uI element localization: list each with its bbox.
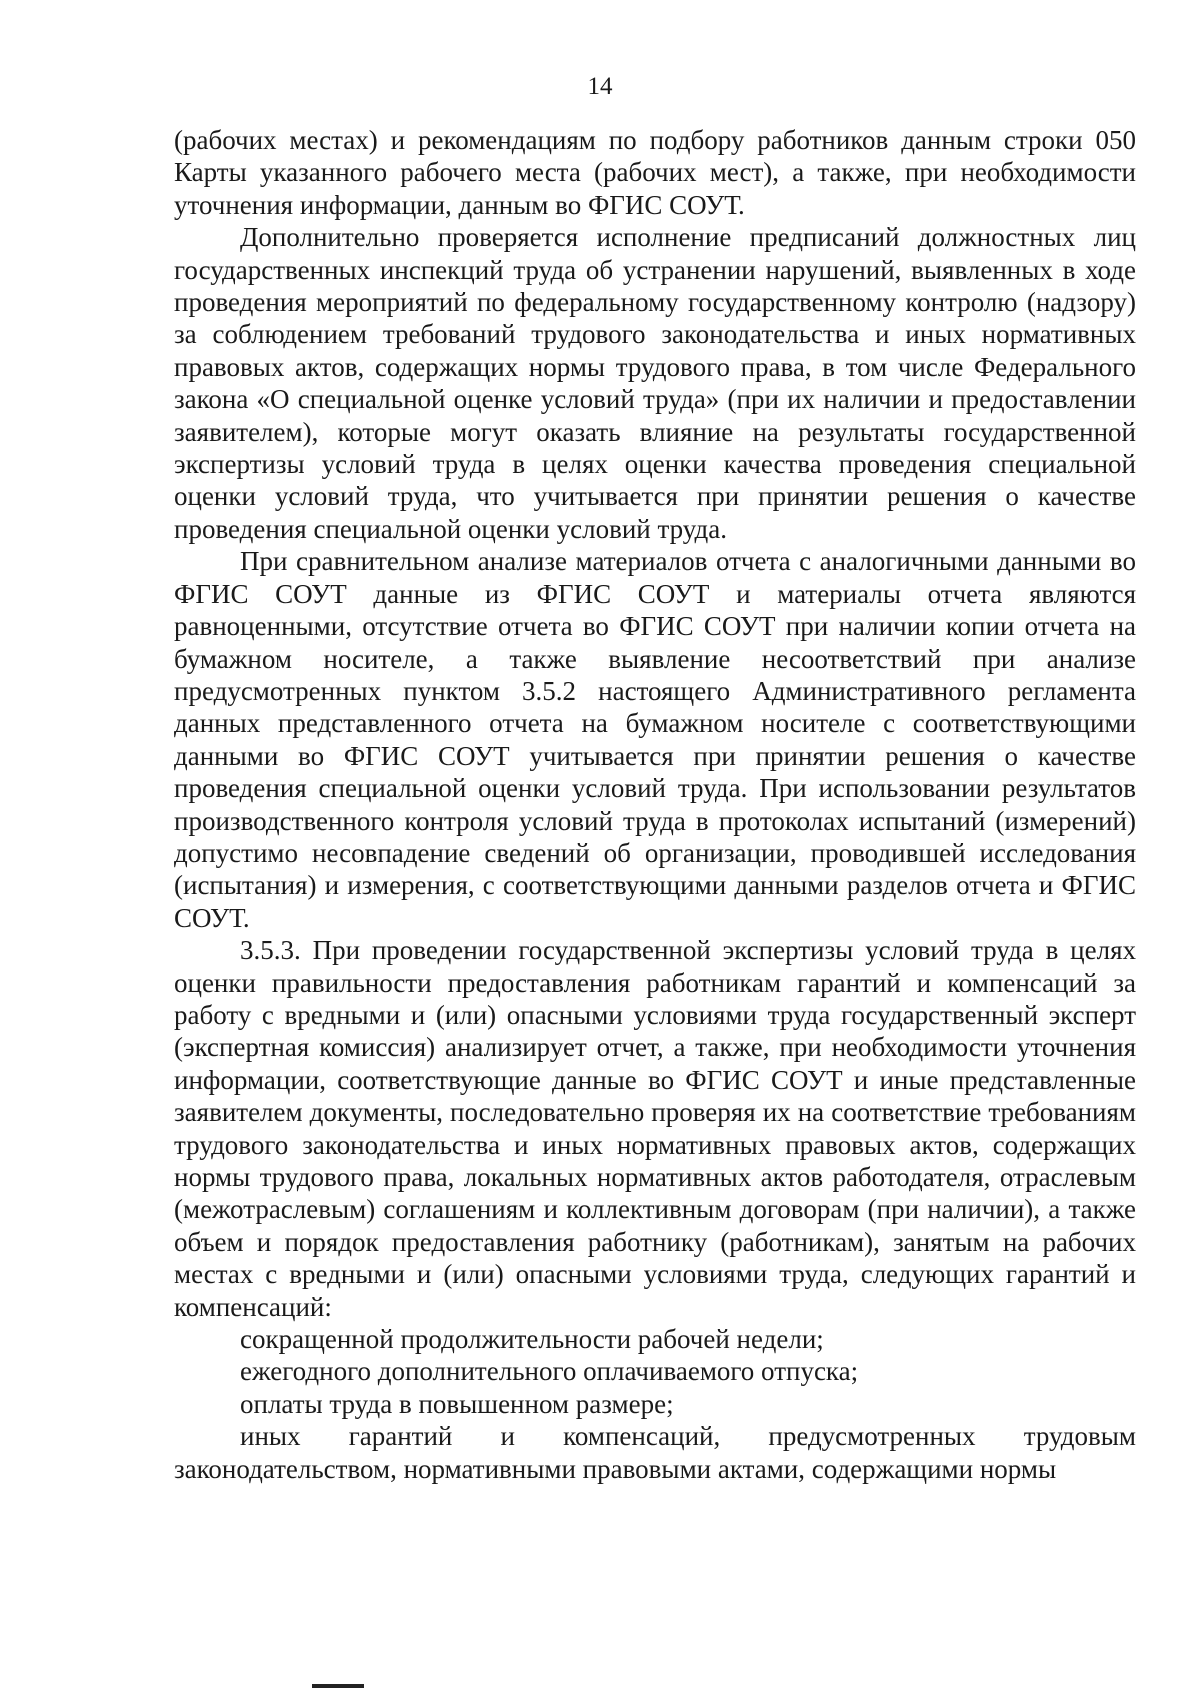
paragraph-inspection-orders: Дополнительно проверяется исполнение предписаний должностных лиц государственных инспекций труда об устранении нарушений, выявленных в ходе проведения мероприятий по федеральному государственному контролю (надзору) за соблюдением требований трудового законодательства и иных нормативных правовых актов, содержащих нормы трудового права, в том числе Федерального закона «О специальной оценке условий труда» (при их наличии и предоставлении заявителем), которые могут оказать влияние на результаты государственной экспертизы условий труда в целях оценки качества проведения специальной оценки условий труда, что учитывается при принятии решения о качестве проведения специальной оценки условий труда.: [174, 222, 1136, 544]
footer-line-mark: [312, 1684, 364, 1688]
paragraph-comparative-analysis: При сравнительном анализе материалов отчета с аналогичными данными во ФГИС СОУТ данные из ФГИС СОУТ и материалы отчета являются равноценными, отсутствие отчета во ФГИС СОУТ при наличии копии отчета на бумажном носителе, а также выявление несоответствий при анализе предусмотренных пунктом 3.5.2 настоящего Административного регламента данных представленного отчета на бумажном носителе с соответствующими данными во ФГИС СОУТ учитывается при принятии решения о качестве проведения специальной оценки условий труда. При использовании результатов производственного контроля условий труда в протоколах испытаний (измерений) допустимо несовпадение сведений об организации, проводившей исследования (испытания) и измерения, с соответствующими данными разделов отчета и ФГИС СОУТ.: [174, 546, 1136, 933]
paragraph-3-5-3: 3.5.3. При проведении государственной экспертизы условий труда в целях оценки правильности предоставления работникам гарантий и компенсаций за работу с вредными и (или) опасными условиями труда государственный эксперт (экспертная комиссия) анализирует отчет, а также, при необходимости уточнения информации, соответствующие данные во ФГИС СОУТ и иные представленные заявителем документы, последовательно проверяя их на соответствие требованиям трудового законодательства и иных нормативных правовых актов, содержащих нормы трудового права, локальных нормативных актов работодателя, отраслевым (межотраслевым) соглашениям и коллективным договорам (при наличии), а также объем и порядок предоставления работнику (работникам), занятым на рабочих местах с вредными и (или) опасными условиями труда, следующих гарантий и компенсаций:: [174, 935, 1136, 1322]
list-item-reduced-work-week: сокращенной продолжительности рабочей недели;: [240, 1324, 824, 1355]
paragraph-continuation: (рабочих местах) и рекомендациям по подбору работников данным строки 050 Карты указанного рабочего места (рабочих мест), а также, при необходимости уточнения информации, данным во ФГИС СОУТ.: [174, 125, 1136, 220]
list-item-additional-leave: ежегодного дополнительного оплачиваемого отпуска;: [240, 1356, 859, 1387]
page-number: 14: [587, 73, 613, 100]
list-item-increased-pay: оплаты труда в повышенном размере;: [240, 1388, 674, 1419]
paragraph-other-guarantees: иных гарантий и компенсаций, предусмотренных трудовым законодательством, нормативными правовыми актами, содержащими нормы: [174, 1421, 1136, 1484]
document-body: [174, 124, 1136, 1485]
